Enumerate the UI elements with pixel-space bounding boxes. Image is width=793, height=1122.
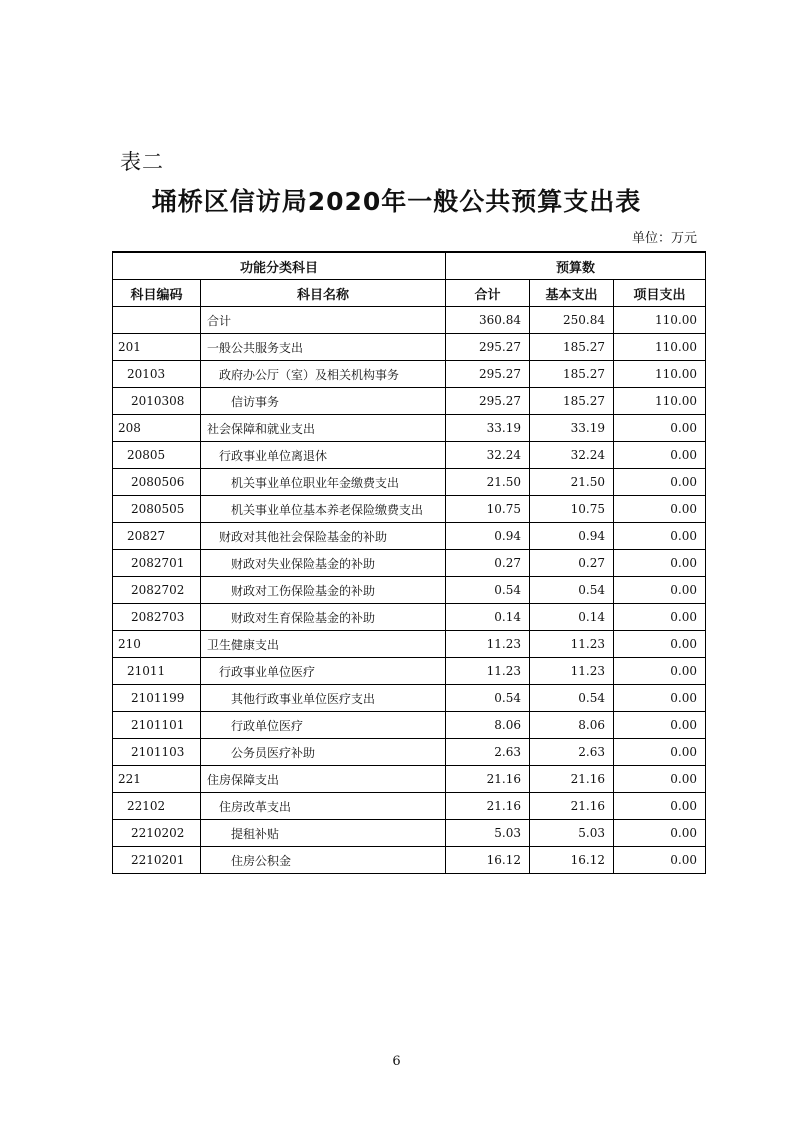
cell-basic: 185.27 [530,388,614,415]
cell-project: 0.00 [614,415,706,442]
cell-project: 0.00 [614,496,706,523]
table-row [113,361,706,388]
cell-basic: 0.94 [530,523,614,550]
cell-total: 295.27 [446,388,530,415]
budget-amount-header: 预算数 [446,252,706,280]
cell-total: 360.84 [446,307,530,334]
table-row [113,577,706,604]
cell-total: 0.54 [446,685,530,712]
table-row [113,388,706,415]
cell-project: 110.00 [614,307,706,334]
cell-code: 22102 [113,793,201,820]
table-row [113,631,706,658]
cell-basic: 32.24 [530,442,614,469]
cell-project: 0.00 [614,523,706,550]
cell-basic: 21.16 [530,793,614,820]
cell-basic: 185.27 [530,334,614,361]
table-row [113,604,706,631]
functional-classification-header: 功能分类科目 [113,252,446,280]
table-body [113,307,706,874]
page-number: 6 [392,1054,401,1069]
group-header-row [113,252,706,280]
table-row [113,496,706,523]
cell-basic: 0.27 [530,550,614,577]
column-header-row [113,280,706,307]
cell-code: 210 [113,631,201,658]
cell-name: 其他行政事业单位医疗支出 [201,685,446,712]
cell-code: 201 [113,334,201,361]
cell-project: 110.00 [614,334,706,361]
cell-code: 20805 [113,442,201,469]
cell-name: 行政事业单位医疗 [201,658,446,685]
cell-total: 2.63 [446,739,530,766]
cell-project: 0.00 [614,712,706,739]
col-header-project: 项目支出 [614,280,706,307]
cell-code: 20827 [113,523,201,550]
col-header-name: 科目名称 [201,280,446,307]
cell-project: 110.00 [614,388,706,415]
cell-total: 21.50 [446,469,530,496]
cell-name: 公务员医疗补助 [201,739,446,766]
cell-basic: 0.54 [530,577,614,604]
cell-basic: 185.27 [530,361,614,388]
cell-project: 0.00 [614,469,706,496]
cell-basic: 0.54 [530,685,614,712]
cell-project: 0.00 [614,766,706,793]
cell-code: 2080506 [113,469,201,496]
table-row [113,820,706,847]
budget-table [112,251,706,874]
cell-code: 221 [113,766,201,793]
cell-total: 33.19 [446,415,530,442]
table-row [113,712,706,739]
cell-name: 财政对其他社会保险基金的补助 [201,523,446,550]
cell-code: 21011 [113,658,201,685]
cell-code: 2210202 [113,820,201,847]
cell-basic: 250.84 [530,307,614,334]
cell-basic: 5.03 [530,820,614,847]
cell-basic: 33.19 [530,415,614,442]
cell-total: 11.23 [446,658,530,685]
cell-basic: 10.75 [530,496,614,523]
cell-project: 0.00 [614,577,706,604]
cell-code: 20103 [113,361,201,388]
table-row [113,523,706,550]
cell-name: 财政对生育保险基金的补助 [201,604,446,631]
cell-name: 住房保障支出 [201,766,446,793]
cell-name: 机关事业单位基本养老保险缴费支出 [201,496,446,523]
cell-total: 5.03 [446,820,530,847]
cell-total: 295.27 [446,361,530,388]
table-row [113,766,706,793]
cell-project: 0.00 [614,631,706,658]
cell-project: 110.00 [614,361,706,388]
table-row [113,334,706,361]
cell-code: 2082702 [113,577,201,604]
cell-code: 2101103 [113,739,201,766]
col-header-code: 科目编码 [113,280,201,307]
cell-name: 信访事务 [201,388,446,415]
cell-basic: 8.06 [530,712,614,739]
cell-basic: 2.63 [530,739,614,766]
col-header-total: 合计 [446,280,530,307]
table-row [113,739,706,766]
cell-name: 政府办公厅（室）及相关机构事务 [201,361,446,388]
cell-basic: 16.12 [530,847,614,874]
cell-total: 0.54 [446,577,530,604]
cell-name: 行政事业单位离退休 [201,442,446,469]
cell-name: 一般公共服务支出 [201,334,446,361]
unit-note: 单位：万元 [631,231,697,246]
cell-project: 0.00 [614,658,706,685]
table-row [113,793,706,820]
document-title: 埇桥区信访局2020年一般公共预算支出表 [151,187,642,216]
cell-project: 0.00 [614,604,706,631]
cell-name: 机关事业单位职业年金缴费支出 [201,469,446,496]
cell-total: 21.16 [446,793,530,820]
table-label: 表二 [120,150,164,174]
cell-project: 0.00 [614,685,706,712]
cell-code: 2101101 [113,712,201,739]
table-row [113,685,706,712]
table-row [113,469,706,496]
cell-total: 10.75 [446,496,530,523]
cell-total: 295.27 [446,334,530,361]
cell-total: 21.16 [446,766,530,793]
cell-code: 2101199 [113,685,201,712]
cell-total: 32.24 [446,442,530,469]
table-row [113,442,706,469]
cell-total: 0.27 [446,550,530,577]
cell-total: 0.14 [446,604,530,631]
cell-project: 0.00 [614,739,706,766]
table-row [113,415,706,442]
cell-total: 8.06 [446,712,530,739]
table-row [113,550,706,577]
cell-name: 卫生健康支出 [201,631,446,658]
cell-project: 0.00 [614,793,706,820]
cell-project: 0.00 [614,550,706,577]
cell-code: 2010308 [113,388,201,415]
cell-total: 0.94 [446,523,530,550]
cell-code: 2080505 [113,496,201,523]
cell-name: 住房公积金 [201,847,446,874]
cell-total: 16.12 [446,847,530,874]
cell-name: 合计 [201,307,446,334]
cell-basic: 21.16 [530,766,614,793]
table-row [113,658,706,685]
cell-code: 2082703 [113,604,201,631]
cell-name: 社会保障和就业支出 [201,415,446,442]
cell-name: 住房改革支出 [201,793,446,820]
cell-name: 提租补贴 [201,820,446,847]
cell-basic: 11.23 [530,631,614,658]
col-header-basic: 基本支出 [530,280,614,307]
cell-basic: 0.14 [530,604,614,631]
table-row [113,307,706,334]
cell-name: 财政对工伤保险基金的补助 [201,577,446,604]
cell-code [113,307,201,334]
cell-code: 2082701 [113,550,201,577]
cell-project: 0.00 [614,820,706,847]
cell-total: 11.23 [446,631,530,658]
table-row [113,847,706,874]
cell-basic: 11.23 [530,658,614,685]
cell-name: 行政单位医疗 [201,712,446,739]
cell-basic: 21.50 [530,469,614,496]
cell-project: 0.00 [614,442,706,469]
cell-code: 2210201 [113,847,201,874]
cell-code: 208 [113,415,201,442]
cell-project: 0.00 [614,847,706,874]
cell-name: 财政对失业保险基金的补助 [201,550,446,577]
